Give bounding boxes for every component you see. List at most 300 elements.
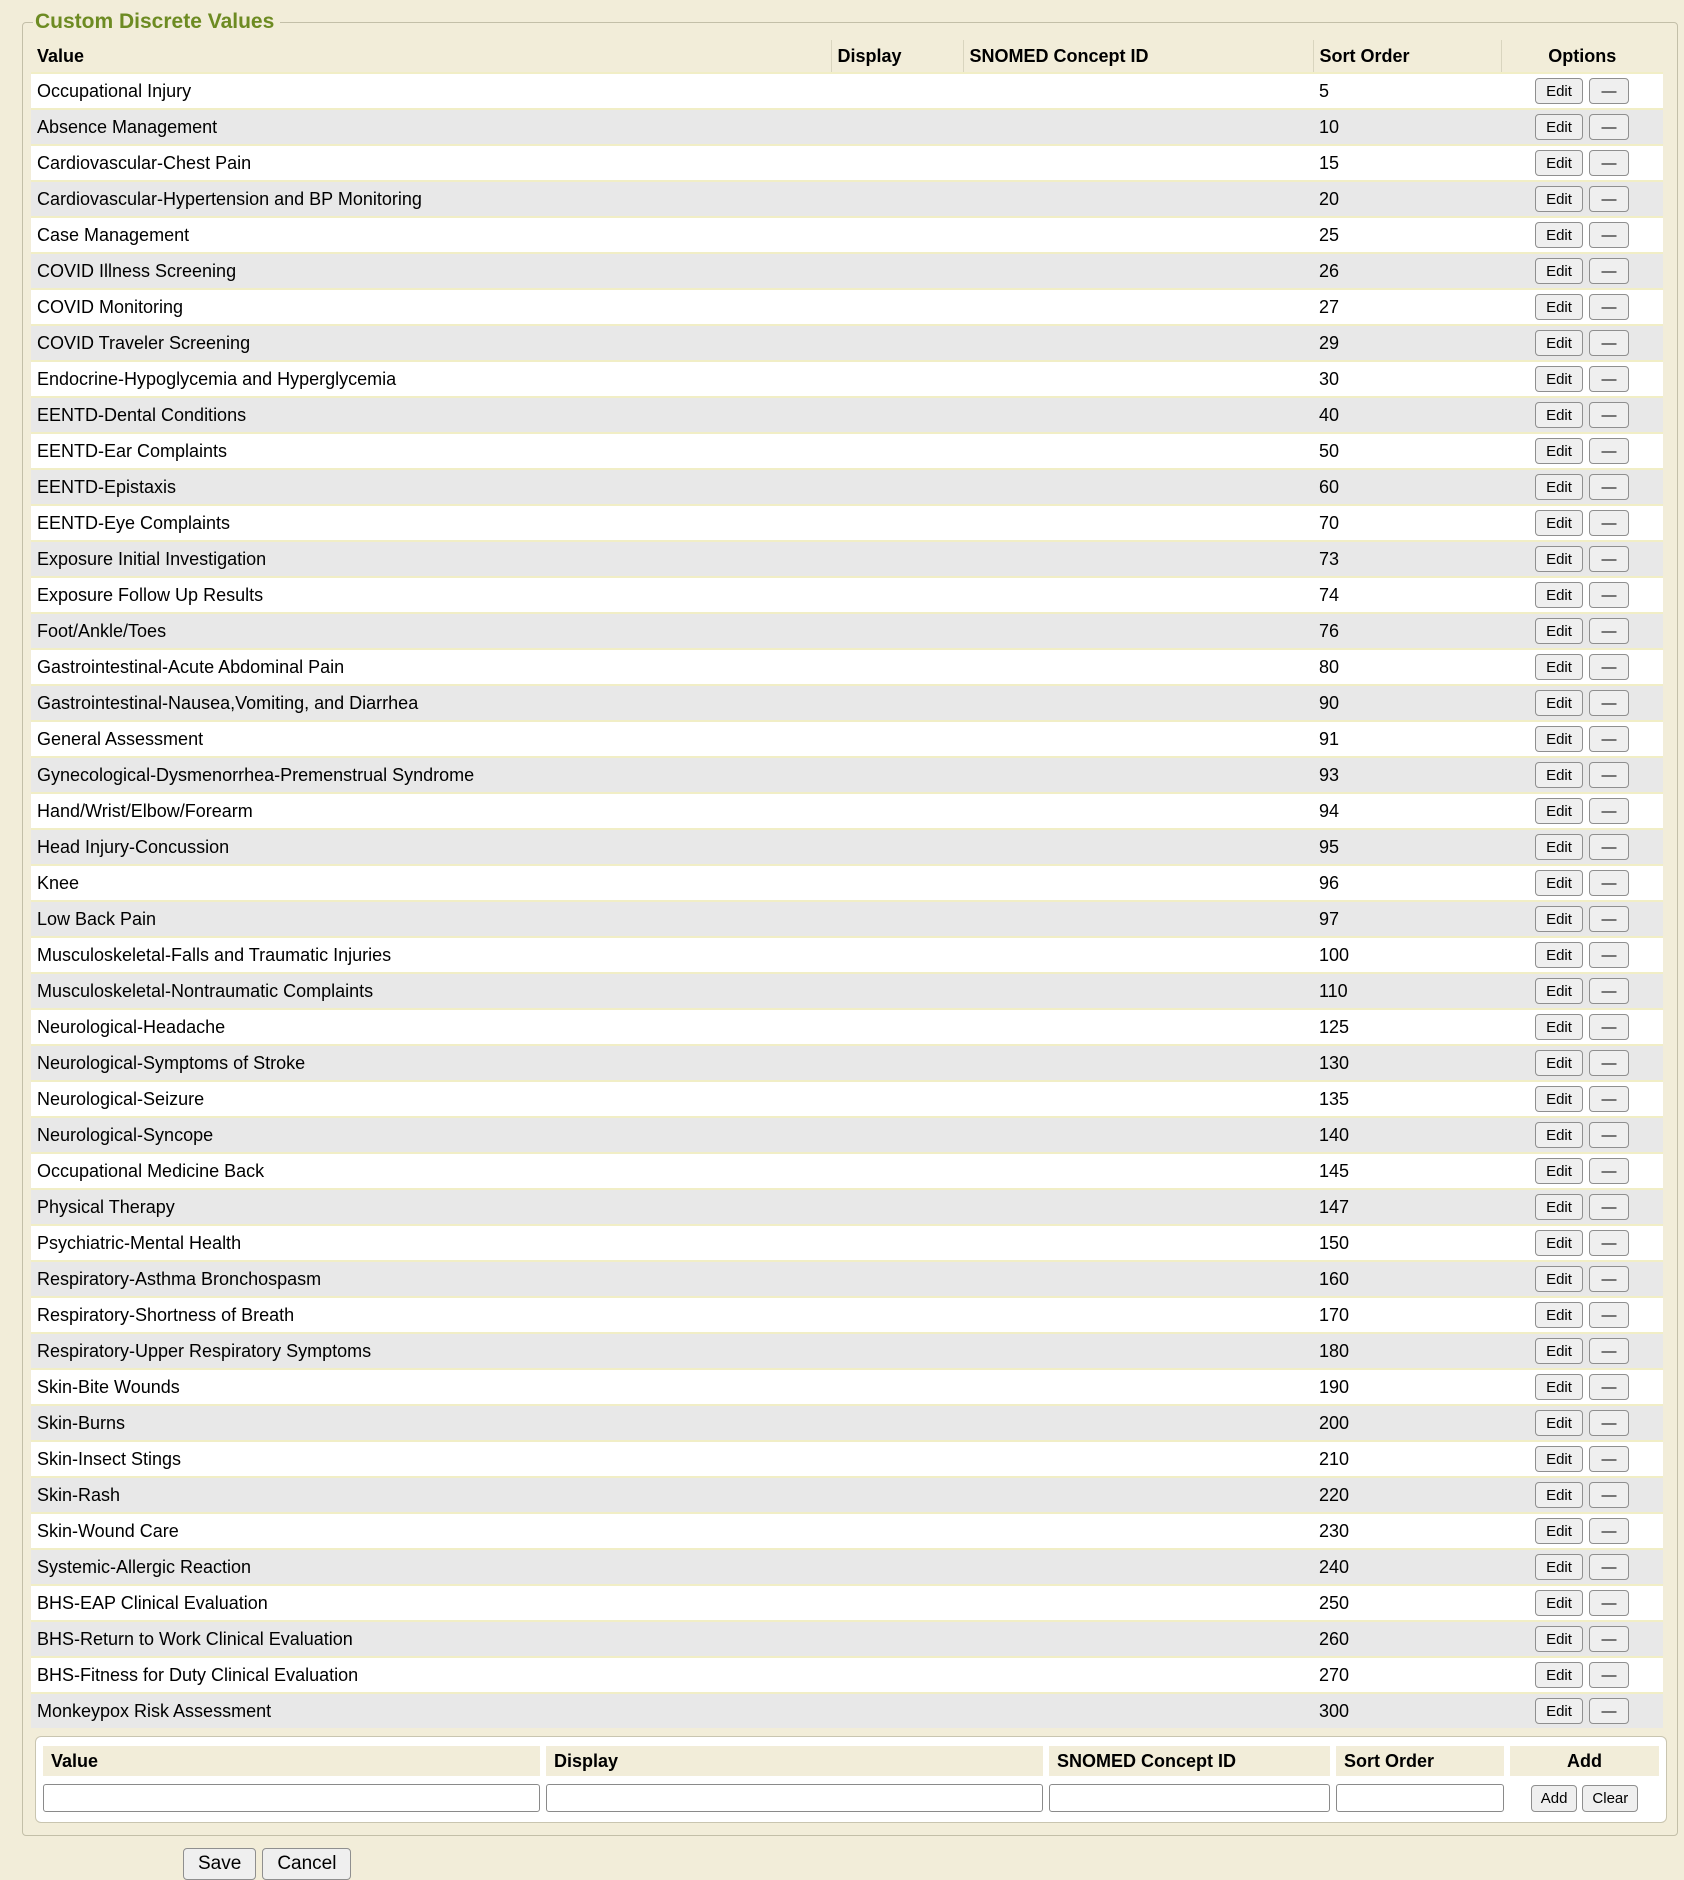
display-cell (831, 649, 963, 685)
sort-order-cell: 135 (1313, 1081, 1501, 1117)
snomed-concept-id-cell (963, 1693, 1313, 1728)
sort-order-cell: 100 (1313, 937, 1501, 973)
snomed-concept-id-cell (963, 685, 1313, 721)
edit-button[interactable]: Edit (1535, 654, 1583, 680)
edit-button[interactable]: Edit (1535, 1122, 1583, 1148)
table-row (31, 217, 1663, 253)
table-row (31, 685, 1663, 721)
table-row (31, 1045, 1663, 1081)
remove-button[interactable]: — (1589, 690, 1629, 716)
options-cell (1501, 1189, 1663, 1225)
edit-button[interactable]: Edit (1535, 1446, 1583, 1472)
options-cell (1501, 1009, 1663, 1045)
edit-button[interactable]: Edit (1535, 1086, 1583, 1112)
display-cell (831, 73, 963, 109)
remove-button[interactable]: — (1589, 1050, 1629, 1076)
display-cell (831, 1225, 963, 1261)
options-cell (1501, 685, 1663, 721)
table-row (31, 541, 1663, 577)
remove-button[interactable]: — (1589, 834, 1629, 860)
snomed-concept-id-cell (963, 721, 1313, 757)
options-cell (1501, 865, 1663, 901)
remove-button[interactable]: — (1589, 1662, 1629, 1688)
sort-order-cell: 170 (1313, 1297, 1501, 1333)
add-header-display: Display (546, 1746, 1043, 1776)
edit-button[interactable]: Edit (1535, 1662, 1583, 1688)
value-cell: BHS-Return to Work Clinical Evaluation (31, 1621, 831, 1657)
options-cell (1501, 73, 1663, 109)
remove-button[interactable]: — (1589, 942, 1629, 968)
remove-button[interactable]: — (1589, 114, 1629, 140)
edit-button[interactable]: Edit (1535, 834, 1583, 860)
display-cell (831, 1153, 963, 1189)
options-cell (1501, 325, 1663, 361)
snomed-concept-id-cell (963, 1261, 1313, 1297)
edit-button[interactable]: Edit (1535, 186, 1583, 212)
display-cell (831, 1549, 963, 1585)
sort-order-cell: 50 (1313, 433, 1501, 469)
options-cell (1501, 361, 1663, 397)
remove-button[interactable]: — (1589, 546, 1629, 572)
edit-button[interactable]: Edit (1535, 1194, 1583, 1220)
edit-button[interactable]: Edit (1535, 1266, 1583, 1292)
options-cell (1501, 973, 1663, 1009)
options-cell (1501, 181, 1663, 217)
table-row (31, 73, 1663, 109)
remove-button[interactable]: — (1589, 150, 1629, 176)
edit-button[interactable]: Edit (1535, 870, 1583, 896)
value-cell: BHS-Fitness for Duty Clinical Evaluation (31, 1657, 831, 1693)
edit-button[interactable]: Edit (1535, 1230, 1583, 1256)
sort-order-cell: 29 (1313, 325, 1501, 361)
remove-button[interactable]: — (1589, 1626, 1629, 1652)
options-cell (1501, 397, 1663, 433)
page (0, 10, 1684, 1874)
snomed-concept-id-cell (963, 901, 1313, 937)
sort-order-cell: 5 (1313, 73, 1501, 109)
display-cell (831, 1297, 963, 1333)
edit-button[interactable]: Edit (1535, 366, 1583, 392)
edit-button[interactable]: Edit (1535, 1014, 1583, 1040)
sort-order-cell: 160 (1313, 1261, 1501, 1297)
options-cell (1501, 253, 1663, 289)
options-cell (1501, 1549, 1663, 1585)
sort-order-cell: 130 (1313, 1045, 1501, 1081)
edit-button[interactable]: Edit (1535, 798, 1583, 824)
add-header-value: Value (43, 1746, 540, 1776)
table-row (31, 577, 1663, 613)
display-cell (831, 325, 963, 361)
table-row (31, 289, 1663, 325)
display-cell (831, 541, 963, 577)
options-cell (1501, 217, 1663, 253)
remove-button[interactable]: — (1589, 78, 1629, 104)
snomed-concept-id-cell (963, 793, 1313, 829)
options-cell (1501, 1333, 1663, 1369)
options-cell (1501, 1621, 1663, 1657)
sort-order-cell: 250 (1313, 1585, 1501, 1621)
custom-discrete-values-section (22, 10, 1678, 1836)
options-cell (1501, 1045, 1663, 1081)
edit-button[interactable]: Edit (1535, 1158, 1583, 1184)
table-row (31, 181, 1663, 217)
table-row (31, 397, 1663, 433)
value-cell: Endocrine-Hypoglycemia and Hyperglycemia (31, 361, 831, 397)
table-row (31, 1693, 1663, 1728)
edit-button[interactable]: Edit (1535, 222, 1583, 248)
remove-button[interactable]: — (1589, 726, 1629, 752)
options-cell (1501, 1261, 1663, 1297)
sort-order-cell: 73 (1313, 541, 1501, 577)
edit-button[interactable]: Edit (1535, 258, 1583, 284)
edit-button[interactable]: Edit (1535, 114, 1583, 140)
sort-order-input[interactable] (1336, 1784, 1504, 1812)
snomed-concept-id-input[interactable] (1049, 1784, 1330, 1812)
snomed-concept-id-cell (963, 397, 1313, 433)
cancel-button[interactable]: Cancel (262, 1848, 351, 1880)
table-row (31, 361, 1663, 397)
remove-button[interactable]: — (1589, 1158, 1629, 1184)
remove-button[interactable]: — (1589, 1122, 1629, 1148)
edit-button[interactable]: Edit (1535, 1410, 1583, 1436)
remove-button[interactable]: — (1589, 366, 1629, 392)
options-cell (1501, 1585, 1663, 1621)
value-cell: Skin-Rash (31, 1477, 831, 1513)
options-cell (1501, 1693, 1663, 1728)
remove-button[interactable]: — (1589, 1086, 1629, 1112)
remove-button[interactable]: — (1589, 798, 1629, 824)
display-cell (831, 505, 963, 541)
sort-order-cell: 94 (1313, 793, 1501, 829)
value-cell: COVID Monitoring (31, 289, 831, 325)
table-row (31, 793, 1663, 829)
remove-button[interactable]: — (1589, 1014, 1629, 1040)
remove-button[interactable]: — (1589, 906, 1629, 932)
sort-order-cell: 26 (1313, 253, 1501, 289)
sort-order-cell: 180 (1313, 1333, 1501, 1369)
table-row (31, 649, 1663, 685)
snomed-concept-id-cell (963, 1585, 1313, 1621)
table-row (31, 865, 1663, 901)
remove-button[interactable]: — (1589, 294, 1629, 320)
sort-order-cell: 27 (1313, 289, 1501, 325)
edit-button[interactable]: Edit (1535, 690, 1583, 716)
display-cell (831, 181, 963, 217)
sort-order-cell: 270 (1313, 1657, 1501, 1693)
edit-button[interactable]: Edit (1535, 294, 1583, 320)
options-cell (1501, 1153, 1663, 1189)
sort-order-cell: 200 (1313, 1405, 1501, 1441)
remove-button[interactable]: — (1589, 222, 1629, 248)
remove-button[interactable]: — (1589, 1518, 1629, 1544)
display-cell (831, 1621, 963, 1657)
options-cell (1501, 109, 1663, 145)
options-cell (1501, 1405, 1663, 1441)
edit-button[interactable]: Edit (1535, 474, 1583, 500)
value-cell: Systemic-Allergic Reaction (31, 1549, 831, 1585)
remove-button[interactable]: — (1589, 510, 1629, 536)
value-cell: Neurological-Headache (31, 1009, 831, 1045)
remove-button[interactable]: — (1589, 1230, 1629, 1256)
column-header-options: Options (1501, 40, 1663, 73)
sort-order-cell: 90 (1313, 685, 1501, 721)
table-row (31, 1441, 1663, 1477)
options-cell (1501, 757, 1663, 793)
options-cell (1501, 793, 1663, 829)
remove-button[interactable]: — (1589, 654, 1629, 680)
sort-order-cell: 10 (1313, 109, 1501, 145)
values-table-header (31, 40, 1663, 73)
snomed-concept-id-cell (963, 1153, 1313, 1189)
remove-button[interactable]: — (1589, 1194, 1629, 1220)
display-cell (831, 757, 963, 793)
sort-order-cell: 220 (1313, 1477, 1501, 1513)
edit-button[interactable]: Edit (1535, 906, 1583, 932)
table-row (31, 1333, 1663, 1369)
remove-button[interactable]: — (1589, 186, 1629, 212)
table-row (31, 1405, 1663, 1441)
sort-order-cell: 150 (1313, 1225, 1501, 1261)
snomed-concept-id-cell (963, 505, 1313, 541)
display-cell (831, 901, 963, 937)
table-row (31, 937, 1663, 973)
snomed-concept-id-cell (963, 757, 1313, 793)
edit-button[interactable]: Edit (1535, 1374, 1583, 1400)
remove-button[interactable]: — (1589, 474, 1629, 500)
display-cell (831, 1117, 963, 1153)
edit-button[interactable]: Edit (1535, 1698, 1583, 1724)
display-cell (831, 1405, 963, 1441)
remove-button[interactable]: — (1589, 762, 1629, 788)
sort-order-cell: 145 (1313, 1153, 1501, 1189)
snomed-concept-id-cell (963, 1513, 1313, 1549)
value-cell: Hand/Wrist/Elbow/Forearm (31, 793, 831, 829)
table-row (31, 1513, 1663, 1549)
snomed-concept-id-cell (963, 973, 1313, 1009)
edit-button[interactable]: Edit (1535, 1518, 1583, 1544)
edit-button[interactable]: Edit (1535, 1554, 1583, 1580)
snomed-concept-id-cell (963, 1117, 1313, 1153)
options-cell (1501, 577, 1663, 613)
options-cell (1501, 1477, 1663, 1513)
display-cell (831, 1045, 963, 1081)
snomed-concept-id-cell (963, 1189, 1313, 1225)
edit-button[interactable]: Edit (1535, 978, 1583, 1004)
value-cell: Psychiatric-Mental Health (31, 1225, 831, 1261)
table-row (31, 1657, 1663, 1693)
value-cell: Skin-Burns (31, 1405, 831, 1441)
snomed-concept-id-cell (963, 1621, 1313, 1657)
snomed-concept-id-cell (963, 181, 1313, 217)
value-cell: Low Back Pain (31, 901, 831, 937)
remove-button[interactable]: — (1589, 1554, 1629, 1580)
snomed-concept-id-cell (963, 1297, 1313, 1333)
display-cell (831, 1189, 963, 1225)
options-cell (1501, 937, 1663, 973)
value-cell: Monkeypox Risk Assessment (31, 1693, 831, 1728)
display-cell (831, 1441, 963, 1477)
table-row (31, 829, 1663, 865)
table-row (31, 1225, 1663, 1261)
snomed-concept-id-cell (963, 145, 1313, 181)
remove-button[interactable]: — (1589, 1338, 1629, 1364)
display-cell (831, 253, 963, 289)
remove-button[interactable]: — (1589, 1446, 1629, 1472)
remove-button[interactable]: — (1589, 330, 1629, 356)
snomed-concept-id-cell (963, 577, 1313, 613)
values-table (31, 40, 1663, 1728)
display-cell (831, 1261, 963, 1297)
remove-button[interactable]: — (1589, 402, 1629, 428)
remove-button[interactable]: — (1589, 1374, 1629, 1400)
save-button[interactable]: Save (183, 1848, 256, 1880)
value-cell: Cardiovascular-Hypertension and BP Monitoring (31, 181, 831, 217)
column-header-value: Value (31, 40, 831, 73)
page-title: Custom Discrete Values (35, 10, 275, 33)
display-cell (831, 829, 963, 865)
snomed-concept-id-cell (963, 1477, 1313, 1513)
remove-button[interactable]: — (1589, 1266, 1629, 1292)
snomed-concept-id-cell (963, 433, 1313, 469)
remove-button[interactable]: — (1589, 1482, 1629, 1508)
edit-button[interactable]: Edit (1535, 78, 1583, 104)
snomed-concept-id-cell (963, 1549, 1313, 1585)
value-input[interactable] (43, 1784, 540, 1812)
snomed-concept-id-cell (963, 361, 1313, 397)
snomed-concept-id-cell (963, 289, 1313, 325)
display-cell (831, 361, 963, 397)
table-row (31, 1081, 1663, 1117)
edit-button[interactable]: Edit (1535, 402, 1583, 428)
options-cell (1501, 469, 1663, 505)
display-input[interactable] (546, 1784, 1043, 1812)
remove-button[interactable]: — (1589, 1410, 1629, 1436)
sort-order-cell: 25 (1313, 217, 1501, 253)
edit-button[interactable]: Edit (1535, 330, 1583, 356)
add-header-snomed-concept-id: SNOMED Concept ID (1049, 1746, 1330, 1776)
edit-button[interactable]: Edit (1535, 438, 1583, 464)
display-cell (831, 685, 963, 721)
edit-button[interactable]: Edit (1535, 618, 1583, 644)
sort-order-cell: 91 (1313, 721, 1501, 757)
display-cell (831, 577, 963, 613)
remove-button[interactable]: — (1589, 1302, 1629, 1328)
sort-order-cell: 93 (1313, 757, 1501, 793)
options-cell (1501, 1441, 1663, 1477)
add-panel (35, 1736, 1667, 1823)
table-row (31, 1585, 1663, 1621)
value-cell: EENTD-Dental Conditions (31, 397, 831, 433)
add-header-sort-order: Sort Order (1336, 1746, 1504, 1776)
value-cell: Exposure Initial Investigation (31, 541, 831, 577)
value-cell: Absence Management (31, 109, 831, 145)
snomed-concept-id-cell (963, 829, 1313, 865)
display-cell (831, 613, 963, 649)
display-cell (831, 397, 963, 433)
display-cell (831, 1585, 963, 1621)
sort-order-cell: 260 (1313, 1621, 1501, 1657)
value-cell: Neurological-Syncope (31, 1117, 831, 1153)
sort-order-cell: 95 (1313, 829, 1501, 865)
remove-button[interactable]: — (1589, 870, 1629, 896)
remove-button[interactable]: — (1589, 978, 1629, 1004)
edit-button[interactable]: Edit (1535, 510, 1583, 536)
table-row (31, 1117, 1663, 1153)
sort-order-cell: 74 (1313, 577, 1501, 613)
sort-order-cell: 125 (1313, 1009, 1501, 1045)
display-cell (831, 433, 963, 469)
table-row (31, 1297, 1663, 1333)
table-row (31, 1549, 1663, 1585)
value-cell: Physical Therapy (31, 1189, 831, 1225)
display-cell (831, 469, 963, 505)
value-cell: Gastrointestinal-Acute Abdominal Pain (31, 649, 831, 685)
display-cell (831, 865, 963, 901)
edit-button[interactable]: Edit (1535, 150, 1583, 176)
remove-button[interactable]: — (1589, 1590, 1629, 1616)
edit-button[interactable]: Edit (1535, 942, 1583, 968)
sort-order-cell: 230 (1313, 1513, 1501, 1549)
options-cell (1501, 1513, 1663, 1549)
remove-button[interactable]: — (1589, 1698, 1629, 1724)
snomed-concept-id-cell (963, 649, 1313, 685)
sort-order-cell: 96 (1313, 865, 1501, 901)
sort-order-cell: 300 (1313, 1693, 1501, 1728)
edit-button[interactable]: Edit (1535, 546, 1583, 572)
display-cell (831, 1081, 963, 1117)
snomed-concept-id-cell (963, 253, 1313, 289)
remove-button[interactable]: — (1589, 258, 1629, 284)
value-cell: EENTD-Eye Complaints (31, 505, 831, 541)
values-table-body (31, 73, 1663, 1728)
table-row (31, 433, 1663, 469)
snomed-concept-id-cell (963, 1657, 1313, 1693)
edit-button[interactable]: Edit (1535, 582, 1583, 608)
table-row (31, 757, 1663, 793)
remove-button[interactable]: — (1589, 618, 1629, 644)
sort-order-cell: 15 (1313, 145, 1501, 181)
value-cell: Cardiovascular-Chest Pain (31, 145, 831, 181)
edit-button[interactable]: Edit (1535, 1626, 1583, 1652)
edit-button[interactable]: Edit (1535, 726, 1583, 752)
edit-button[interactable]: Edit (1535, 1482, 1583, 1508)
table-row (31, 469, 1663, 505)
value-cell: Neurological-Seizure (31, 1081, 831, 1117)
remove-button[interactable]: — (1589, 438, 1629, 464)
add-button[interactable]: Add (1531, 1785, 1578, 1812)
clear-button[interactable]: Clear (1582, 1785, 1638, 1812)
edit-button[interactable]: Edit (1535, 1302, 1583, 1328)
options-cell (1501, 1297, 1663, 1333)
table-row (31, 1153, 1663, 1189)
table-row (31, 613, 1663, 649)
column-header-snomed-concept-id: SNOMED Concept ID (963, 40, 1313, 73)
snomed-concept-id-cell (963, 325, 1313, 361)
value-cell: Knee (31, 865, 831, 901)
value-cell: General Assessment (31, 721, 831, 757)
remove-button[interactable]: — (1589, 582, 1629, 608)
snomed-concept-id-cell (963, 1441, 1313, 1477)
edit-button[interactable]: Edit (1535, 1050, 1583, 1076)
sort-order-cell: 20 (1313, 181, 1501, 217)
edit-button[interactable]: Edit (1535, 762, 1583, 788)
display-cell (831, 1657, 963, 1693)
snomed-concept-id-cell (963, 1369, 1313, 1405)
snomed-concept-id-cell (963, 1405, 1313, 1441)
edit-button[interactable]: Edit (1535, 1338, 1583, 1364)
edit-button[interactable]: Edit (1535, 1590, 1583, 1616)
sort-order-cell: 60 (1313, 469, 1501, 505)
